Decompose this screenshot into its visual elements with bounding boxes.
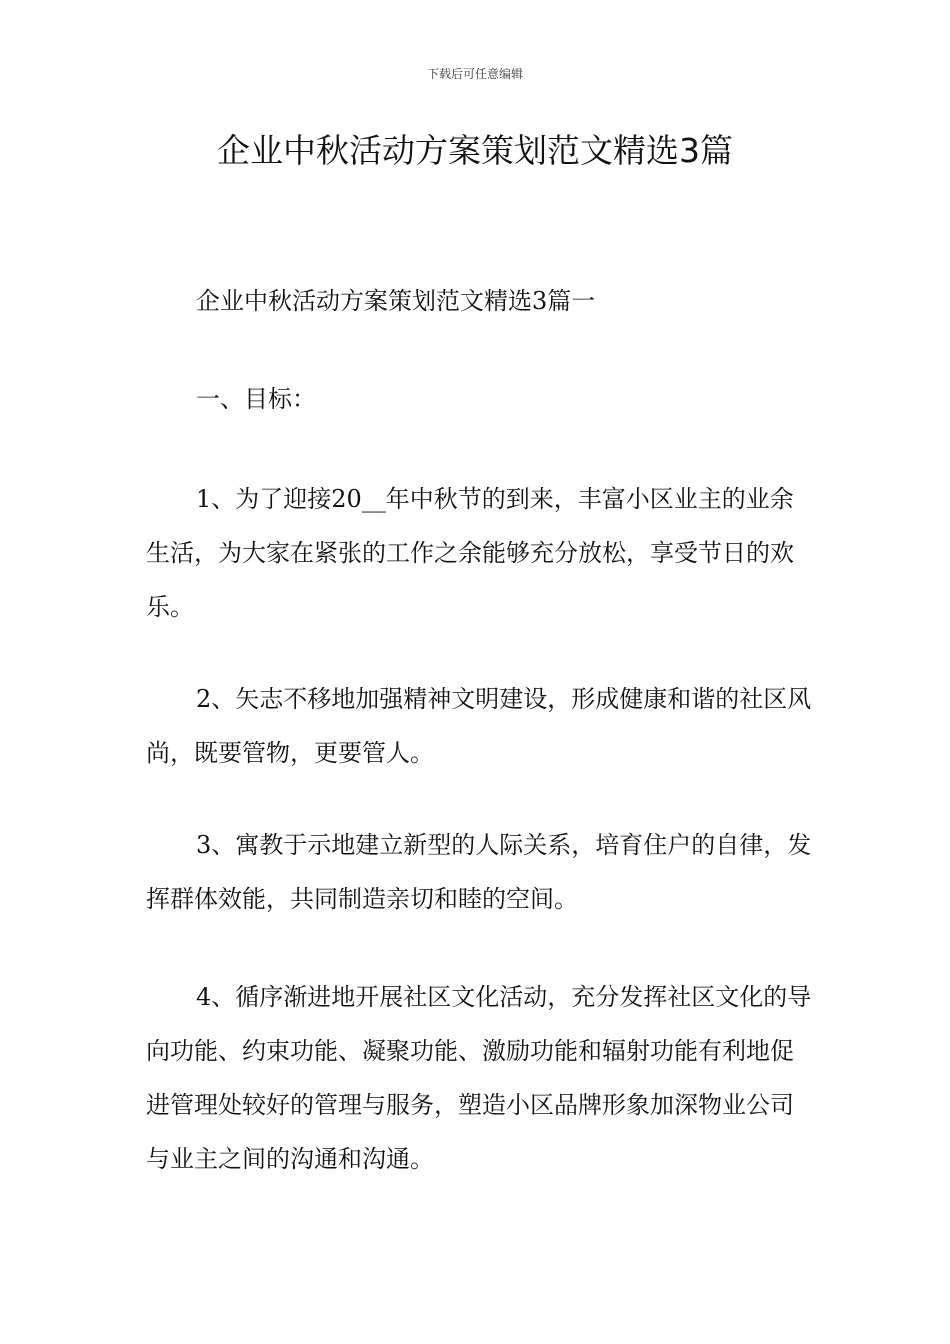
document-title: 企业中秋活动方案策划范文精选3篇 bbox=[217, 131, 733, 170]
paragraph-3: 3、寓教于示地建立新型的人际关系，培育住户的自律，发挥群体效能，共同制造亲切和睦的空间。 bbox=[146, 831, 812, 913]
section-subtitle: 企业中秋活动方案策划范文精选3篇一 bbox=[196, 287, 596, 315]
section-heading: 一、目标： bbox=[196, 385, 316, 413]
paragraph-2: 2、矢志不移地加强精神文明建设，形成健康和谐的社区风尚，既要管物，更要管人。 bbox=[146, 685, 812, 767]
paragraph-1: 1、为了迎接20__年中秋节的到来，丰富小区业主的业余生活，为大家在紧张的工作之余能够充分放松，享受节日的欢乐。 bbox=[146, 485, 794, 621]
header-note: 下载后可任意编辑 bbox=[426, 67, 523, 81]
paragraph-4: 4、循序渐进地开展社区文化活动，充分发挥社区文化的导向功能、约束功能、凝聚功能、激励功能和辐射功能有利地促进管理处较好的管理与服务，塑造小区品牌形象加深物业公司与业主之间的沟通和沟通。 bbox=[146, 983, 812, 1173]
